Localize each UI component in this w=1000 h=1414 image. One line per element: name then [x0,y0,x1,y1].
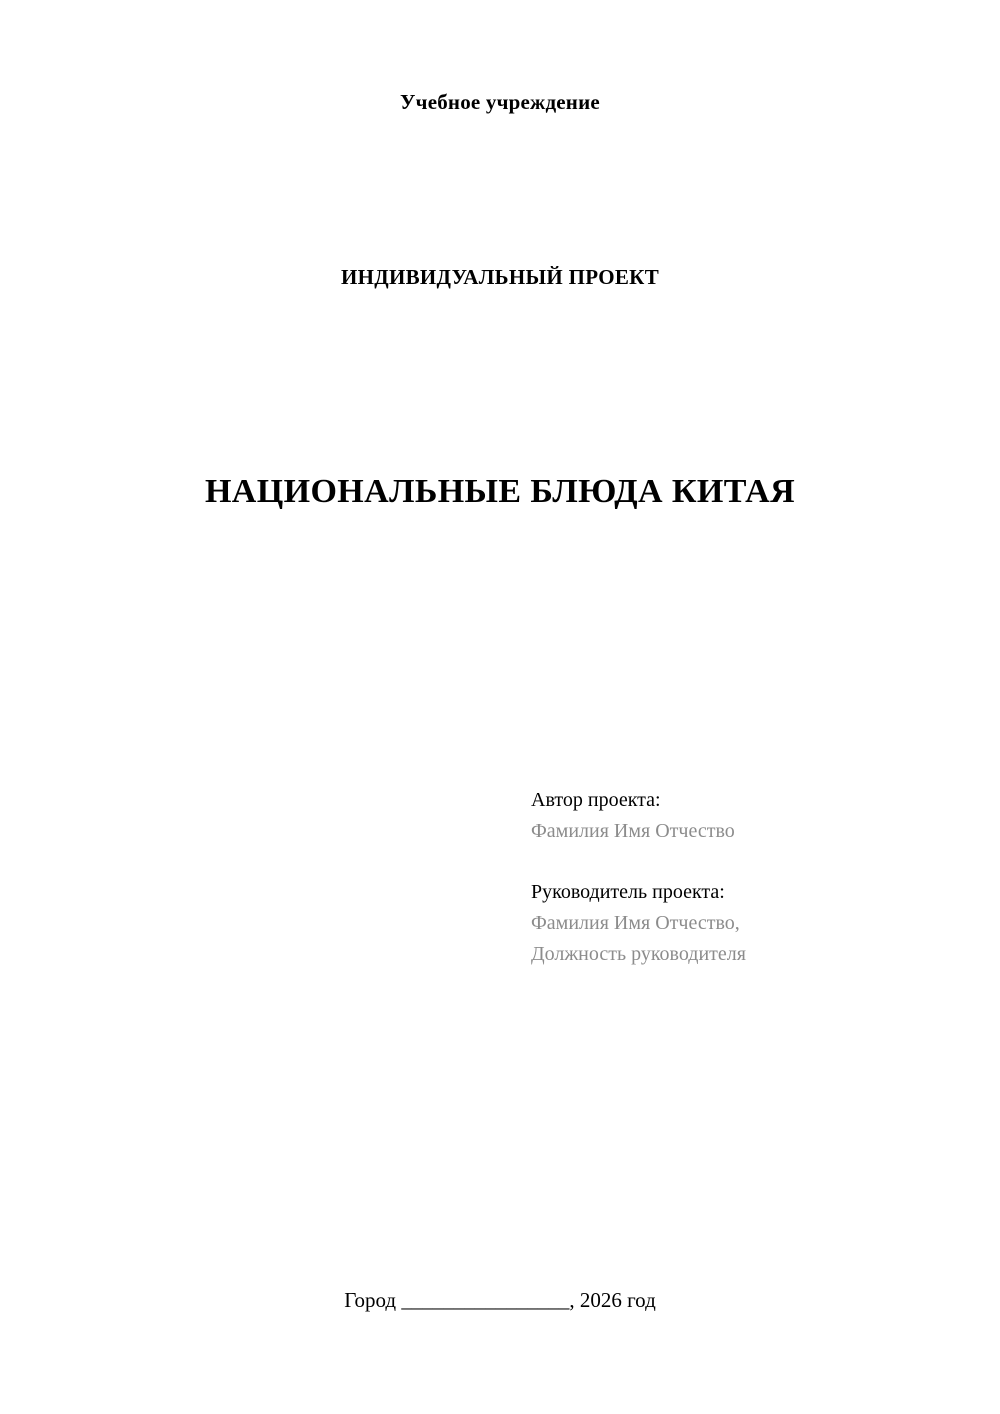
supervisor-block [531,877,931,970]
page-title: НАЦИОНАЛЬНЫЕ БЛЮДА КИТАЯ [204,472,796,510]
credits-block [531,785,931,970]
institution-name: Учебное учреждение [400,90,600,114]
supervisor-label: Руководитель проекта: [531,881,725,903]
document-type: ИНДИВИДУАЛЬНЫЙ ПРОЕКТ [340,265,660,289]
author-value: Фамилия Имя Отчество [531,820,735,842]
supervisor-value-position: Должность руководителя [531,943,746,965]
author-block [531,785,931,847]
footer-city-year: Город ________________, 2026 год [344,1288,656,1312]
supervisor-value-name: Фамилия Имя Отчество, [531,912,740,934]
author-label: Автор проекта: [531,789,661,811]
